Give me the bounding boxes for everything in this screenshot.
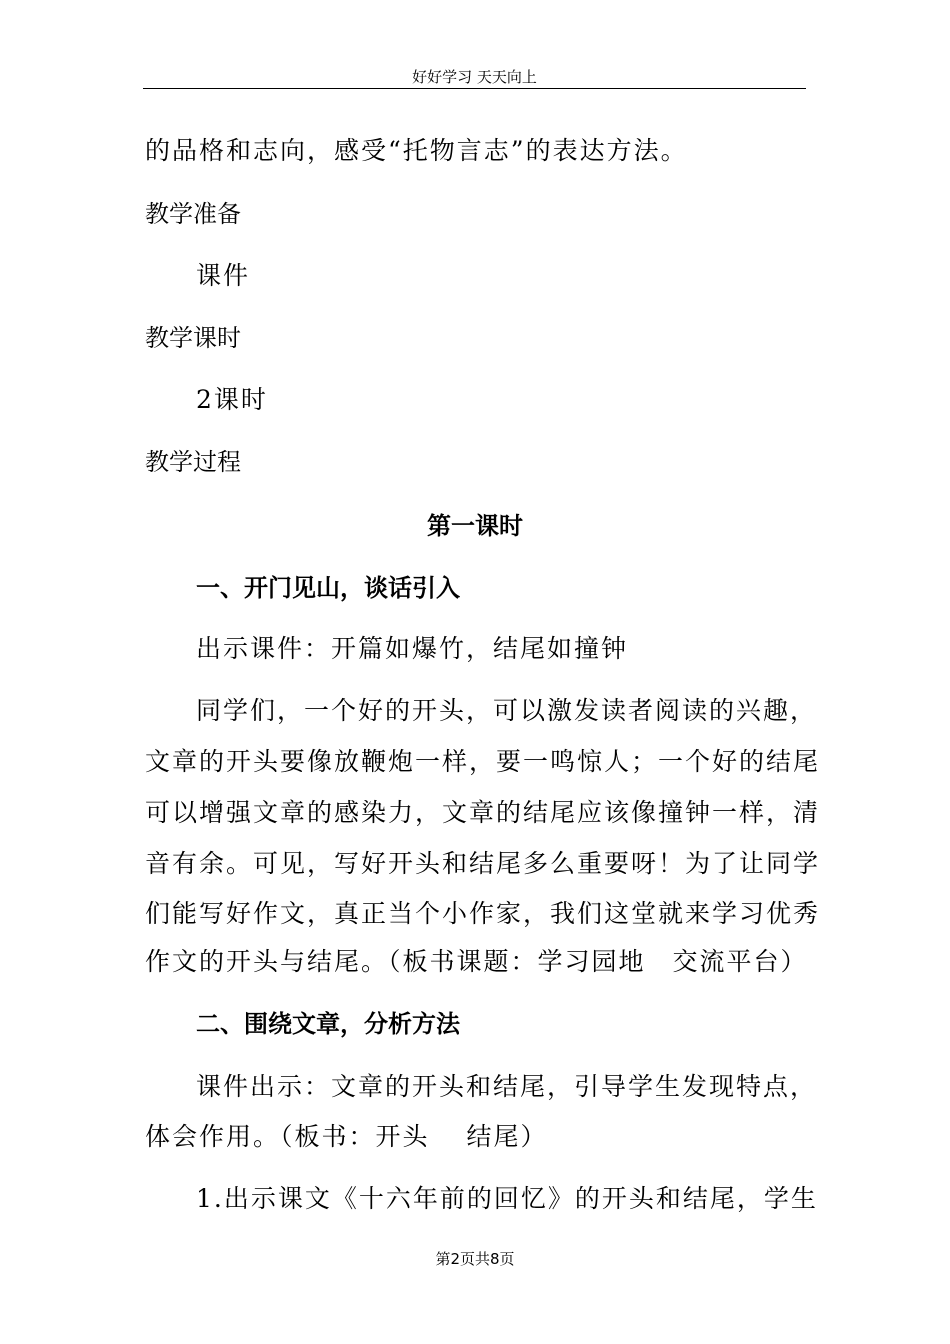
section-heading-preparation: 教学准备	[145, 200, 241, 228]
subsection-heading-2: 二、围绕文章，分析方法	[196, 1010, 460, 1038]
page-header: 好好学习 天天向上	[412, 68, 537, 86]
body-text-line: 音有余。可见，写好开头和结尾多么重要呀！为了让同学	[145, 849, 821, 878]
body-text-line: 文章的开头要像放鞭炮一样，要一鸣惊人；一个好的结尾	[145, 747, 821, 776]
body-text-line: 同学们，一个好的开头，可以激发读者阅读的兴趣，	[196, 696, 818, 725]
body-text-line: 2课时	[196, 385, 268, 414]
body-text-line: 的品格和志向，感受“托物言志”的表达方法。	[145, 136, 688, 165]
body-text-line: 可以增强文章的感染力，文章的结尾应该像撞钟一样，清	[145, 798, 821, 827]
section-heading-class-hours: 教学课时	[145, 324, 241, 352]
body-text-line: 们能写好作文，真正当个小作家，我们这堂就来学习优秀	[145, 899, 821, 928]
body-text-line: 作文的开头与结尾。（板书课题：学习园地 交流平台）	[145, 947, 808, 976]
section-heading-process: 教学过程	[145, 448, 241, 476]
body-text-line: 出示课件：开篇如爆竹，结尾如撞钟	[196, 634, 629, 663]
body-text-line: 课件	[196, 261, 251, 290]
subsection-heading-1: 一、开门见山，谈话引入	[196, 574, 460, 602]
body-text-line: 体会作用。（板书：开头 结尾）	[145, 1122, 548, 1151]
page-footer: 第2页共8页	[435, 1250, 515, 1268]
body-text-line: 1.出示课文《十六年前的回忆》的开头和结尾，学生	[196, 1184, 818, 1213]
header-divider	[143, 88, 806, 89]
body-text-line: 课件出示：文章的开头和结尾，引导学生发现特点，	[196, 1072, 818, 1101]
lesson-title: 第一课时	[427, 512, 523, 540]
